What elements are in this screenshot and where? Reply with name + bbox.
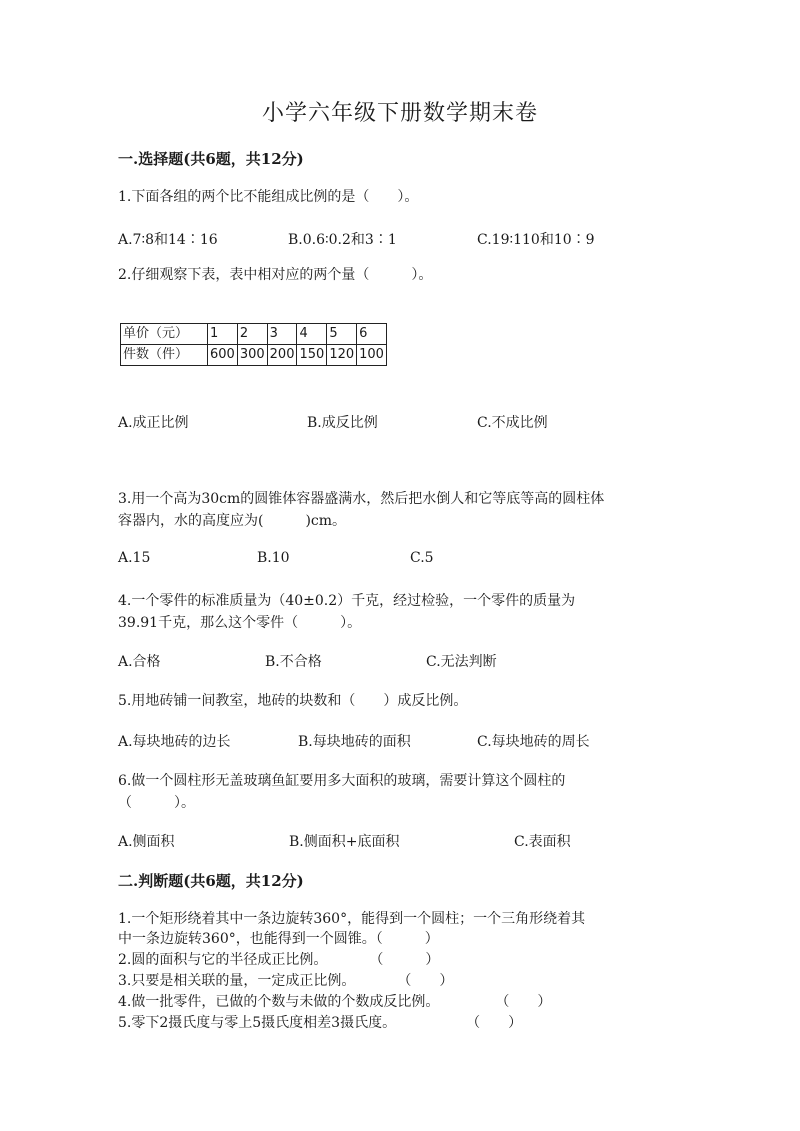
table-row: [121, 324, 387, 345]
true-false-line-6: 5.零下2摄氏度与零上5摄氏度相差3摄氏度。 （ ）: [118, 1015, 523, 1031]
table-cell: 150: [297, 345, 327, 366]
price-quantity-table: [120, 323, 387, 366]
question-6-line-2: （ ）。: [118, 795, 195, 811]
question-3-line-1: 3.用一个高为30cm的圆锥体容器盛满水，然后把水倒人和它等底等高的圆柱体: [118, 491, 605, 507]
table-cell: 200: [267, 345, 297, 366]
table-cell: 1: [208, 324, 238, 345]
table-cell: 600: [208, 345, 238, 366]
q4-option-b: B.不合格: [265, 654, 322, 670]
table-cell: 2: [237, 324, 267, 345]
true-false-line-3: 2.圆的面积与它的半径成正比例。 （ ）: [118, 952, 440, 968]
q4-option-a: A.合格: [118, 654, 161, 670]
q2-option-b: B.成反比例: [307, 415, 378, 431]
q6-option-b: B.侧面积+底面积: [289, 834, 400, 850]
true-false-line-2: 中一条边旋转360°，也能得到一个圆锥。（ ）: [118, 931, 439, 947]
q4-option-c: C.无法判断: [426, 654, 497, 670]
true-false-line-5: 4.做一批零件，已做的个数与未做的个数成反比例。 （ ）: [118, 994, 552, 1010]
q1-option-a: A.7∶8和14∶16: [118, 232, 218, 248]
table-cell: 300: [237, 345, 267, 366]
table-cell: 6: [357, 324, 387, 345]
table-cell: 单价（元）: [121, 324, 208, 345]
table-cell: 5: [327, 324, 357, 345]
q2-option-c: C.不成比例: [477, 415, 548, 431]
q3-option-b: B.10: [257, 550, 290, 566]
table-cell: 4: [297, 324, 327, 345]
q6-option-a: A.侧面积: [118, 834, 175, 850]
question-1: 1.下面各组的两个比不能组成比例的是（ ）。: [118, 189, 419, 205]
q1-option-c: C.19∶110和10∶9: [477, 232, 595, 248]
table-cell: 100: [357, 345, 387, 366]
question-6-line-1: 6.做一个圆柱形无盖玻璃鱼缸要用多大面积的玻璃，需要计算这个圆柱的: [118, 773, 566, 789]
q5-option-b: B.每块地砖的面积: [298, 734, 411, 750]
question-5: 5.用地砖铺一间教室，地砖的块数和（ ）成反比例。: [118, 693, 468, 709]
table-cell: 120: [327, 345, 357, 366]
q2-option-a: A.成正比例: [118, 415, 189, 431]
q3-option-a: A.15: [118, 550, 151, 566]
question-3-line-2: 容器内，水的高度应为( )cm。: [118, 513, 347, 529]
q6-option-c: C.表面积: [514, 834, 571, 850]
question-4-line-2: 39.91千克，那么这个零件（ ）。: [118, 615, 362, 631]
page-title: 小学六年级下册数学期末卷: [261, 101, 538, 126]
true-false-line-1: 1.一个矩形绕着其中一条边旋转360°，能得到一个圆柱；一个三角形绕着其: [118, 911, 586, 927]
table-cell: 件数（件）: [121, 345, 208, 366]
table-row: [121, 345, 387, 366]
q3-option-c: C.5: [410, 550, 434, 566]
table-cell: 3: [267, 324, 297, 345]
q5-option-a: A.每块地砖的边长: [118, 734, 231, 750]
section-heading-true-false: 二.判断题(共6题，共12分): [118, 872, 304, 890]
question-4-line-1: 4.一个零件的标准质量为（40±0.2）千克，经过检验，一个零件的质量为: [118, 593, 576, 609]
question-2: 2.仔细观察下表，表中相对应的两个量（ ）。: [118, 267, 433, 283]
true-false-line-4: 3.只要是相关联的量，一定成正比例。 （ ）: [118, 973, 454, 989]
section-heading-choice: 一.选择题(共6题，共12分): [118, 150, 304, 168]
q5-option-c: C.每块地砖的周长: [477, 734, 590, 750]
q1-option-b: B.0.6∶0.2和3∶1: [288, 232, 397, 248]
